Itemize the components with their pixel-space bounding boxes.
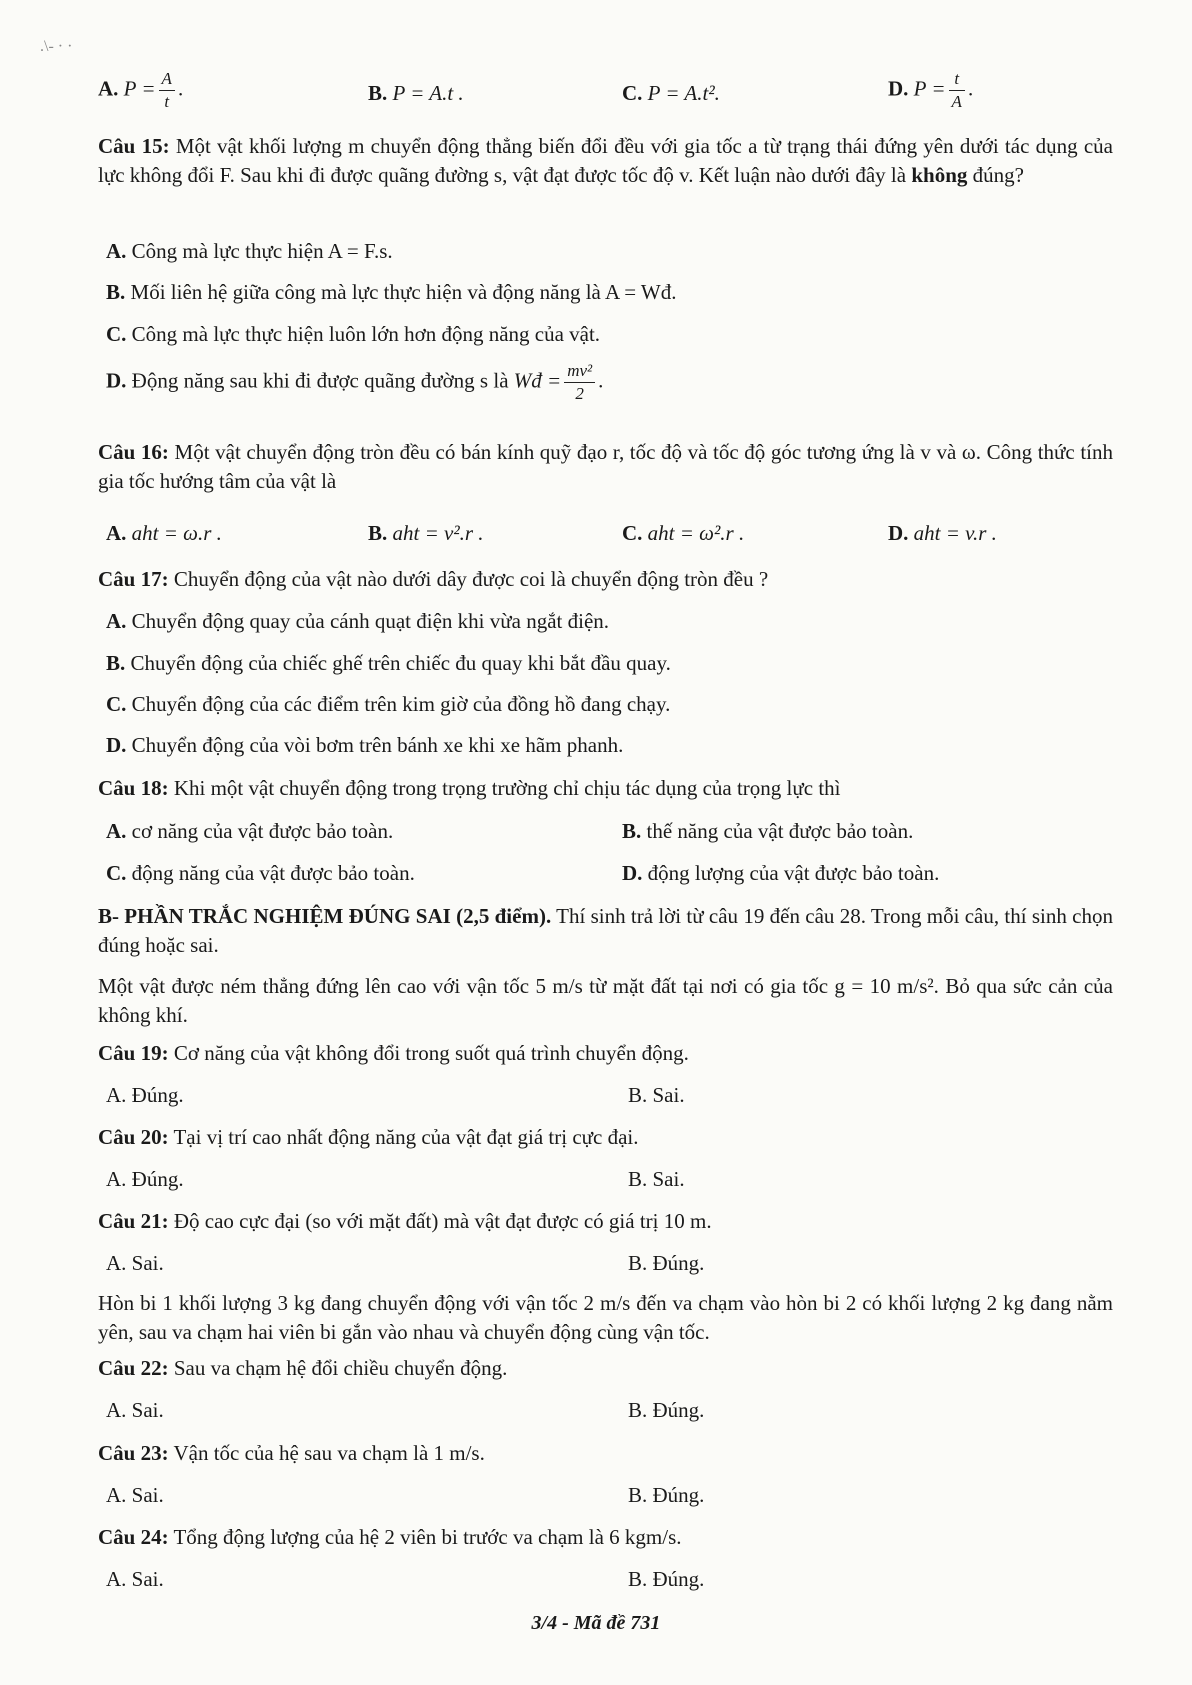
q16-option-a: A. aht = ω.r .: [106, 521, 222, 545]
fraction: $\frac{\text{mv²}}{2}$: [564, 360, 595, 405]
q23-option-b: B. Đúng.: [628, 1483, 705, 1507]
q21-option-a: A. Sai.: [106, 1251, 164, 1275]
q22-option-a: A. Sai.: [106, 1398, 164, 1422]
fraction: $\frac{A}{t}$: [159, 68, 175, 113]
q18-option-b: B. thế năng của vật được bảo toàn.: [622, 819, 914, 843]
q18-option-c: C. động năng của vật được bảo toàn.: [106, 861, 415, 885]
q18-option-d: D. động lượng của vật được bảo toàn.: [622, 861, 940, 885]
section-b-heading: B- PHẦN TRẮC NGHIỆM ĐÚNG SAI (2,5 điểm). Thí sinh trả lời từ câu 19 đến câu 28. Trong mỗi câu, thí sinh chọn đúng hoặc sai.: [98, 904, 1113, 957]
q16-option-b: B. aht = v².r .: [368, 521, 484, 545]
q17-option-c: C. Chuyển động của các điểm trên kim giờ của đồng hồ đang chạy.: [106, 692, 671, 716]
q15-option-d: D. Động năng sau khi đi được quãng đường s là Wđ = $\frac{\text{mv²}}{2}$ .: [106, 361, 604, 403]
question-16: Câu 16: Một vật chuyển động tròn đều có bán kính quỹ đạo r, tốc độ và tốc độ góc tương ứng là v và ω. Công thức tính gia tốc hướng tâm của vật là: [98, 440, 1113, 493]
scan-mark: .\- · ·: [40, 38, 73, 55]
q19-option-b: B. Sai.: [628, 1083, 685, 1107]
q20-option-b: B. Sai.: [628, 1167, 685, 1191]
q22-option-b: B. Đúng.: [628, 1398, 705, 1422]
q17-option-b: B. Chuyển động của chiếc ghế trên chiếc đu quay khi bắt đầu quay.: [106, 651, 671, 675]
q15-option-a: A. Công mà lực thực hiện A = F.s.: [106, 239, 393, 263]
question-18: Câu 18: Khi một vật chuyển động trong trọng trường chỉ chịu tác dụng của trọng lực thì: [98, 776, 841, 800]
question-23: Câu 23: Vận tốc của hệ sau va chạm là 1 m/s.: [98, 1441, 485, 1465]
question-24: Câu 24: Tổng động lượng của hệ 2 viên bi trước va chạm là 6 kgm/s.: [98, 1525, 682, 1549]
context-2: Hòn bi 1 khối lượng 3 kg đang chuyển động với vận tốc 2 m/s đến va chạm vào hòn bi 2 có khối lượng 2 kg đang nằm yên, sau va chạm hai viên bi gắn vào nhau và chuyển động cùng vận tốc.: [98, 1291, 1113, 1344]
q16-option-c: C. aht = ω².r .: [622, 521, 745, 545]
question-17: Câu 17: Chuyển động của vật nào dưới dây được coi là chuyển động tròn đều ?: [98, 567, 769, 591]
q14-option-c: C. P = A.t².: [622, 81, 720, 105]
q17-option-a: A. Chuyển động quay của cánh quạt điện khi vừa ngắt điện.: [106, 609, 610, 633]
question-15: Câu 15: Một vật khối lượng m chuyển động thẳng biến đổi đều với gia tốc a từ trạng thái đứng yên dưới tác dụng của lực không đổi F. Sau khi đi được quãng đường s, vật đạt được tốc độ v. Kết luận nào dưới đây là không đúng?: [98, 134, 1114, 187]
q16-option-d: D. aht = v.r .: [888, 521, 997, 545]
question-19: Câu 19: Cơ năng của vật không đổi trong suốt quá trình chuyển động.: [98, 1041, 689, 1065]
q14-option-d: D. P = $\frac{t}{A}$ .: [888, 69, 974, 111]
q20-option-a: A. Đúng.: [106, 1167, 184, 1191]
q21-option-b: B. Đúng.: [628, 1251, 705, 1275]
q14-option-b: B. P = A.t .: [368, 81, 464, 105]
q24-option-a: A. Sai.: [106, 1567, 164, 1591]
fraction: $\frac{t}{A}$: [949, 68, 965, 113]
q17-option-d: D. Chuyển động của vòi bơm trên bánh xe khi xe hãm phanh.: [106, 733, 624, 757]
question-21: Câu 21: Độ cao cực đại (so với mặt đất) mà vật đạt được có giá trị 10 m.: [98, 1209, 712, 1233]
q18-option-a: A. cơ năng của vật được bảo toàn.: [106, 819, 394, 843]
q15-option-c: C. Công mà lực thực hiện luôn lớn hơn động năng của vật.: [106, 322, 601, 346]
q24-option-b: B. Đúng.: [628, 1567, 705, 1591]
q14-option-a: A. P = $\frac{A}{t}$ .: [98, 69, 184, 111]
page-footer: 3/4 - Mã đề 731: [531, 1612, 661, 1634]
q15-option-b: B. Mối liên hệ giữa công mà lực thực hiện và động năng là A = Wđ.: [106, 280, 677, 304]
q23-option-a: A. Sai.: [106, 1483, 164, 1507]
question-20: Câu 20: Tại vị trí cao nhất động năng của vật đạt giá trị cực đại.: [98, 1125, 639, 1149]
q19-option-a: A. Đúng.: [106, 1083, 184, 1107]
question-22: Câu 22: Sau va chạm hệ đổi chiều chuyển động.: [98, 1356, 508, 1380]
context-1: Một vật được ném thẳng đứng lên cao với vận tốc 5 m/s từ mặt đất tại nơi có gia tốc g = 10 m/s². Bỏ qua sức cản của không khí.: [98, 974, 1113, 1027]
